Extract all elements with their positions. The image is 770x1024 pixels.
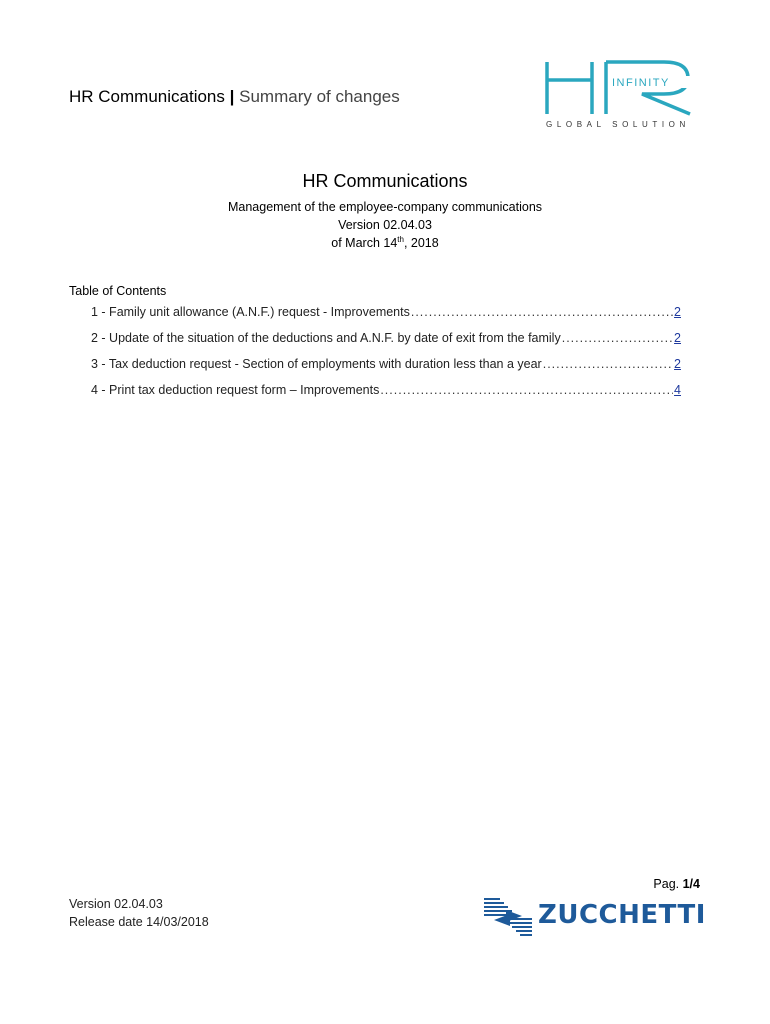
toc-leader-dots: [411, 303, 673, 321]
footer-release-date: Release date 14/03/2018: [69, 915, 209, 929]
toc-entry[interactable]: [91, 303, 681, 329]
title-block: [0, 170, 770, 252]
toc-entry-label: 1 - Family unit allowance (A.N.F.) request - Improvements: [91, 305, 410, 319]
document-version: Version 02.04.03: [338, 218, 432, 232]
date-suffix: , 2018: [403, 236, 439, 250]
table-of-contents: [69, 283, 681, 407]
toc-page-link[interactable]: 2: [674, 305, 681, 319]
header-separator: |: [229, 87, 235, 106]
document-subtitle: Management of the employee-company communications: [227, 200, 543, 214]
toc-entry-label: 3 - Tax deduction request - Section of employments with duration less than a year: [91, 357, 542, 371]
logo-tagline: GLOBAL SOLUTION: [546, 120, 690, 129]
toc-entry-label: 2 - Update of the situation of the deductions and A.N.F. by date of exit from the family: [91, 331, 561, 345]
zucchetti-wordmark: ZUCCHETTI: [538, 900, 706, 930]
page-number-value: 1/4: [682, 877, 700, 891]
toc-page-link[interactable]: 4: [674, 383, 681, 397]
hr-infinity-logo: [540, 56, 700, 132]
page-header: [69, 86, 400, 108]
zucchetti-logo: [482, 896, 704, 938]
toc-entry[interactable]: [91, 329, 681, 355]
date-prefix: of March 14: [331, 236, 398, 250]
page-number: [653, 877, 700, 891]
footer-version: Version 02.04.03: [69, 897, 163, 911]
toc-entry[interactable]: [91, 381, 681, 407]
toc-leader-dots: [380, 381, 673, 399]
toc-page-link[interactable]: 2: [674, 357, 681, 371]
toc-entry-label: 4 - Print tax deduction request form – Improvements: [91, 383, 380, 397]
document-title: HR Communications: [302, 171, 468, 191]
date-sup: th: [397, 234, 404, 244]
header-subtitle: Summary of changes: [239, 87, 400, 106]
toc-leader-dots: [562, 329, 673, 347]
page-number-prefix: Pag.: [653, 877, 680, 891]
document-date: [0, 234, 770, 252]
toc-leader-dots: [543, 355, 673, 373]
header-title: HR Communications: [69, 87, 225, 106]
toc-entry[interactable]: [91, 355, 681, 381]
toc-heading: Table of Contents: [69, 284, 167, 298]
footer-version-block: [69, 895, 209, 931]
logo-overlay-text: INFINITY: [612, 77, 670, 89]
toc-page-link[interactable]: 2: [674, 331, 681, 345]
zucchetti-mark-icon: [482, 896, 534, 938]
